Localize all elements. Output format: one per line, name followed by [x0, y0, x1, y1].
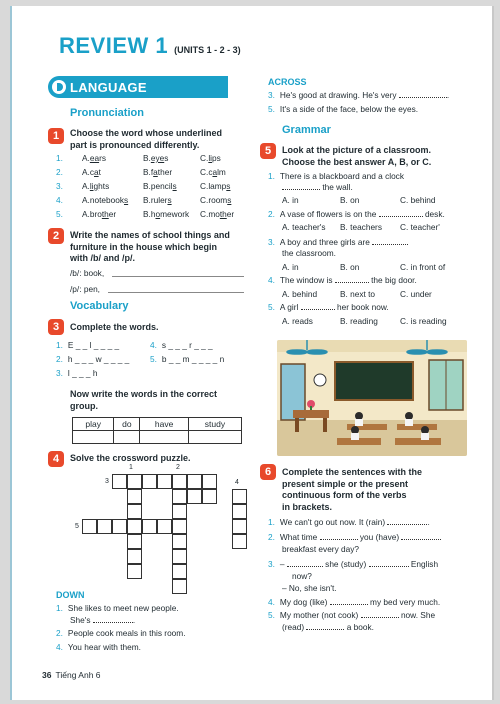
crossword-cell[interactable] — [127, 474, 142, 489]
crossword-cell[interactable] — [127, 549, 142, 564]
b-words-line: /b/: book, — [70, 268, 105, 278]
word-item-4[interactable]: 4. s _ _ _ r _ _ _ — [150, 340, 213, 350]
sentence-4[interactable]: 4. My dog (like) my bed very much. — [268, 597, 441, 607]
crossword-cell[interactable] — [172, 564, 187, 579]
option-c[interactable]: C.rooms — [200, 195, 232, 205]
units-subtitle: (UNITS 1 - 2 - 3) — [174, 45, 241, 55]
down-heading: DOWN — [56, 590, 85, 600]
sentence-3-line3: – No, she isn't. — [282, 583, 337, 593]
sentence-3-line2: now? — [292, 571, 312, 581]
crossword-cell[interactable] — [172, 489, 187, 504]
q5-option-b[interactable]: B. reading — [340, 316, 378, 326]
grammar-q4: 4. The window is the big door. — [268, 275, 417, 285]
exercise-6-instruction: Complete the sentences with the present simple or the present continuous form of the verbs in brackets. — [282, 467, 423, 512]
table-header: do — [114, 418, 140, 431]
crossword-cell[interactable] — [232, 489, 247, 504]
row-number: 2. — [56, 167, 63, 177]
table-cell[interactable] — [140, 431, 188, 444]
crossword-cell[interactable] — [187, 489, 202, 504]
exercise-6-badge: 6 — [260, 464, 276, 480]
exercise-2-badge: 2 — [48, 228, 64, 244]
option-c[interactable]: C.calm — [200, 167, 226, 177]
classroom-illustration — [277, 340, 467, 456]
down-clue-2: 2. People cook meals in this room. — [56, 628, 186, 638]
grammar-q2: 2. A vase of flowers is on the desk. — [268, 209, 445, 219]
word-item-5[interactable]: 5. b _ _ m _ _ _ _ n — [150, 354, 225, 364]
workbook-page — [10, 6, 494, 700]
crossword-cell[interactable] — [97, 519, 112, 534]
option-a[interactable]: A.brother — [82, 209, 117, 219]
exercise-2-instruction: Write the names of school things and furniture in the house which begin with /b/ and /p/. — [70, 230, 230, 263]
q3-option-b[interactable]: B. on — [340, 262, 360, 272]
across-clue-3: 3. He's good at drawing. He's very . — [268, 90, 450, 100]
option-c[interactable]: C.lips — [200, 153, 221, 163]
option-b[interactable]: B.rulers — [143, 195, 172, 205]
q4-option-b[interactable]: B. next to — [340, 289, 376, 299]
table-header-row — [73, 418, 242, 431]
option-b[interactable]: B.eyes — [143, 153, 169, 163]
option-a[interactable]: A.cat — [82, 167, 101, 177]
crossword-cell[interactable] — [202, 489, 217, 504]
q4-option-a[interactable]: A. behind — [282, 289, 318, 299]
down-clue-1-line2: She's . — [70, 615, 136, 625]
row-number: 3. — [56, 181, 63, 191]
exercise-4-badge: 4 — [48, 451, 64, 467]
word-item-1[interactable]: 1. E _ _ l _ _ _ _ — [56, 340, 120, 350]
q5-option-a[interactable]: A. reads — [282, 316, 313, 326]
crossword-cell[interactable] — [232, 519, 247, 534]
page-footer — [42, 670, 101, 680]
option-a[interactable]: A.ears — [82, 153, 106, 163]
grammar-q3-line2: the classroom. — [282, 248, 336, 258]
q1-option-c[interactable]: C. behind — [400, 195, 436, 205]
exercise-5-instruction: Look at the picture of a classroom. Choose the best answer A, B, or C. — [282, 145, 432, 167]
p-words-answer[interactable] — [108, 292, 244, 293]
across-heading: ACROSS — [268, 77, 307, 87]
crossword-cell[interactable] — [142, 519, 157, 534]
crossword-cell[interactable] — [142, 474, 157, 489]
q1-option-b[interactable]: B. on — [340, 195, 360, 205]
language-icon — [52, 80, 66, 94]
q4-option-c[interactable]: C. under — [400, 289, 432, 299]
q3-option-a[interactable]: A. in — [282, 262, 299, 272]
crossword-cell[interactable] — [172, 519, 187, 534]
table-header: study — [188, 418, 241, 431]
q2-option-c[interactable]: C. teacher' — [400, 222, 440, 232]
exercise-1-instruction: Choose the word whose underlined part is pronounced differently. — [70, 128, 223, 150]
exercise-5-badge: 5 — [260, 143, 276, 159]
crossword-cell[interactable] — [127, 489, 142, 504]
crossword-cell[interactable] — [172, 549, 187, 564]
book-title: Tiếng Anh 6 — [55, 670, 101, 680]
crossword-cell[interactable] — [172, 474, 187, 489]
option-a[interactable]: A.lights — [82, 181, 110, 191]
option-a[interactable]: A.notebooks — [82, 195, 129, 205]
sentence-5[interactable]: 5. My mother (not cook) now. She — [268, 610, 436, 620]
crossword-cell[interactable] — [127, 534, 142, 549]
crossword-cell[interactable] — [127, 519, 142, 534]
grammar-q5: 5. A girl her book now. — [268, 302, 389, 312]
crossword-cell[interactable] — [112, 519, 127, 534]
option-b[interactable]: B.pencils — [143, 181, 177, 191]
crossword-clue-number: 4 — [235, 479, 239, 486]
sentence-3[interactable]: 3. – she (study) English — [268, 559, 439, 569]
q2-option-a[interactable]: A. teacher's — [282, 222, 326, 232]
across-clue-5: 5. It's a side of the face, below the eyes. — [268, 104, 419, 114]
exercise-3-instruction: Complete the words. — [70, 322, 159, 332]
vocabulary-heading: Vocabulary — [70, 300, 129, 312]
grammar-heading: Grammar — [282, 124, 331, 136]
q1-option-a[interactable]: A. in — [282, 195, 299, 205]
crossword-cell[interactable] — [112, 474, 127, 489]
table-cell[interactable] — [114, 431, 140, 444]
review-title: REVIEW 1 — [59, 33, 169, 58]
crossword-cell[interactable] — [127, 564, 142, 579]
table-cell[interactable] — [188, 431, 241, 444]
crossword-cell[interactable] — [172, 534, 187, 549]
crossword-clue-number: 5 — [75, 523, 79, 530]
crossword-cell[interactable] — [172, 504, 187, 519]
sentence-2-line2: breakfast every day? — [282, 544, 360, 554]
table-cell[interactable] — [73, 431, 114, 444]
word-groups-table — [72, 417, 242, 444]
word-item-3[interactable]: 3. l _ _ _ h — [56, 368, 98, 378]
option-c[interactable]: C.mother — [200, 209, 235, 219]
crossword-cell[interactable] — [172, 579, 187, 594]
crossword-clue-number: 1 — [129, 464, 133, 471]
crossword-cell[interactable] — [127, 504, 142, 519]
crossword-cell[interactable] — [187, 474, 202, 489]
page-number: 36 — [42, 670, 52, 680]
option-b[interactable]: B.homework — [143, 209, 190, 219]
page-title — [59, 33, 241, 59]
q5-option-c[interactable]: C. is reading — [400, 316, 447, 326]
down-clue-4: 4. You hear with them. — [56, 642, 141, 652]
crossword-cell[interactable] — [82, 519, 97, 534]
exercise-1-badge: 1 — [48, 128, 64, 144]
table-header: play — [73, 418, 114, 431]
row-number: 4. — [56, 195, 63, 205]
sentence-2[interactable]: 2. What time you (have) — [268, 532, 441, 542]
crossword-clue-number: 3 — [105, 478, 109, 485]
b-words-answer[interactable] — [112, 276, 244, 277]
table-header: have — [140, 418, 188, 431]
crossword-cell[interactable] — [202, 474, 217, 489]
pronunciation-heading: Pronunciation — [70, 107, 144, 119]
crossword-clue-number: 2 — [176, 464, 180, 471]
crossword-cell[interactable] — [157, 474, 172, 489]
down-clue-1: 1. She likes to meet new people. — [56, 603, 179, 613]
crossword-cell[interactable] — [157, 519, 172, 534]
row-number: 1. — [56, 153, 63, 163]
group-instruction: Now write the words in the correct group. — [70, 389, 218, 411]
table-row — [73, 431, 242, 444]
grammar-q3: 3. A boy and three girls are — [268, 237, 408, 247]
section-label: LANGUAGE — [70, 80, 147, 95]
crossword-cell[interactable] — [232, 534, 247, 549]
p-words-line: /p/: pen, — [70, 284, 100, 294]
word-item-2[interactable]: 2. h _ _ _ w _ _ _ _ — [56, 354, 130, 364]
row-number: 5. — [56, 209, 63, 219]
q2-option-b[interactable]: B. teachers — [340, 222, 382, 232]
exercise-4-instruction: Solve the crossword puzzle. — [70, 453, 191, 463]
option-b[interactable]: B.father — [143, 167, 173, 177]
exercise-3-badge: 3 — [48, 319, 64, 335]
sentence-1[interactable]: 1. We can't go out now. It (rain) . — [268, 517, 430, 527]
sentence-5-line2: (read) a book. — [282, 622, 374, 632]
option-c[interactable]: C.lamps — [200, 181, 231, 191]
grammar-q1: 1. There is a blackboard and a clock — [268, 171, 404, 181]
grammar-q1-line2: the wall. — [282, 182, 353, 192]
crossword-cell[interactable] — [232, 504, 247, 519]
q3-option-c[interactable]: C. in front of — [400, 262, 446, 272]
